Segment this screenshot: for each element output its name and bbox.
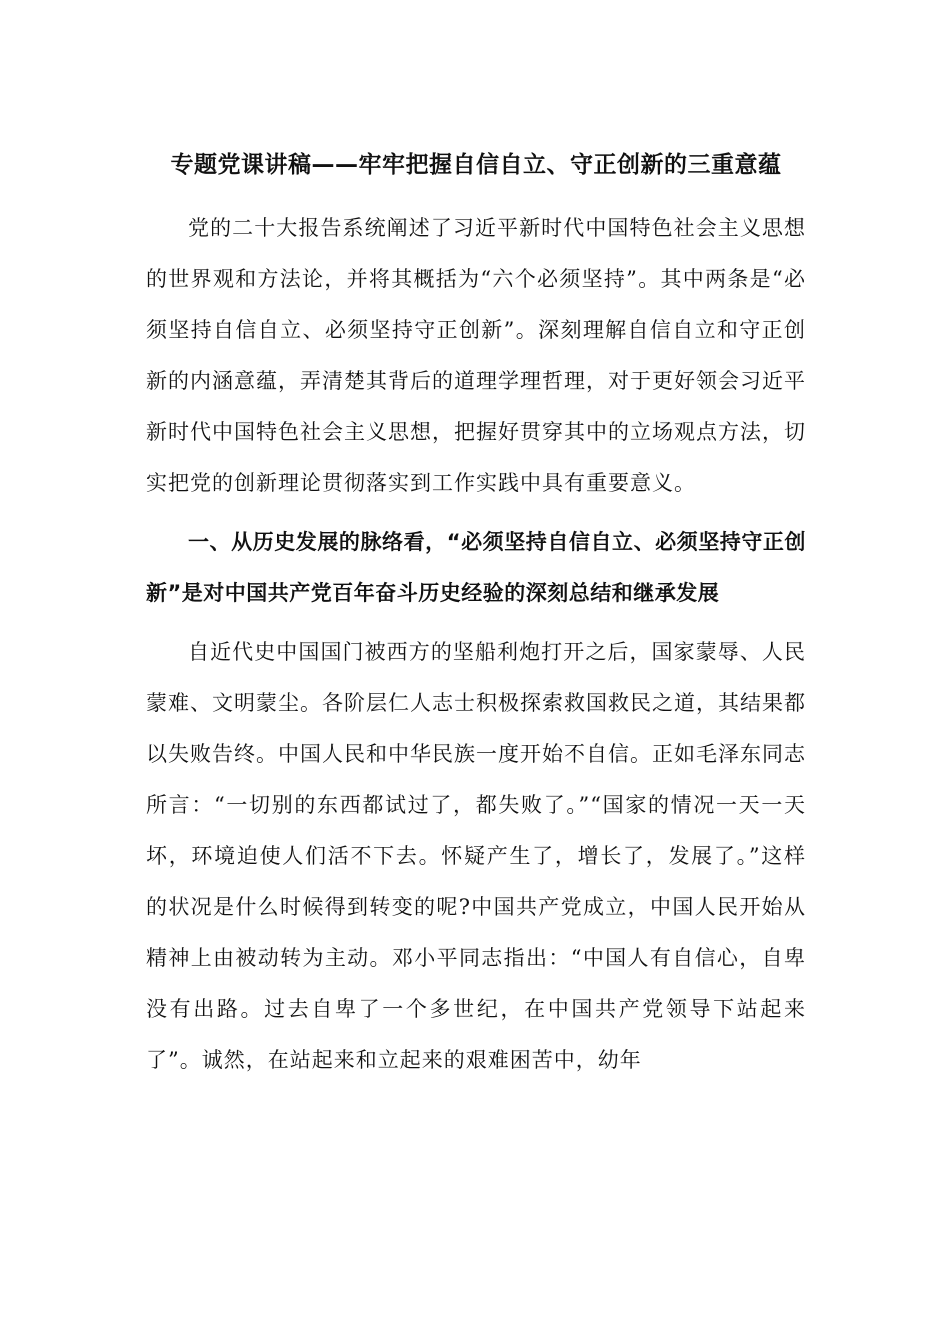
document-title: 专题党课讲稿——牢牢把握自信自立、守正创新的三重意蕴 [170,152,782,178]
section-1-paragraph: 自近代史中国国门被西方的坚船利炮打开之后，国家蒙辱、人民蒙难、文明蒙尘。各阶层仁人志士积极探索救国救民之道，其结果都以失败告终。中国人民和中华民族一度开始不自信。正如毛泽东同志所言：“一切别的东西都试过了，都失败了。”“国家的情况一天一天坏，环境迫使人们活不下去。怀疑产生了，增长了，发展了。”这样的状况是什么时候得到转变的呢?中国共产党成立，中国人民开始从精神上由被动转为主动。邓小平同志指出：“中国人有自信心，自卑没有出路。过去自卑了一个多世纪，在中国共产党领导下站起来了”。诚然，在站起来和立起来的艰难困苦中，幼年 [146,640,806,1072]
intro-paragraph: 党的二十大报告系统阐述了习近平新时代中国特色社会主义思想的世界观和方法论，并将其概括为“六个必须坚持”。其中两条是“必须坚持自信自立、必须坚持守正创新”。深刻理解自信自立和守正创新的内涵意蕴，弄清楚其背后的道理学理哲理，对于更好领会习近平新时代中国特色社会主义思想，把握好贯穿其中的立场观点方法，切实把党的创新理论贯彻落实到工作实践中具有重要意义。 [146,216,806,495]
document-page [146,140,806,1086]
section-1-heading: 一、从历史发展的脉络看，“必须坚持自信自立、必须坚持守正创新”是对中国共产党百年奋斗历史经验的深刻总结和继承发展 [146,530,806,605]
